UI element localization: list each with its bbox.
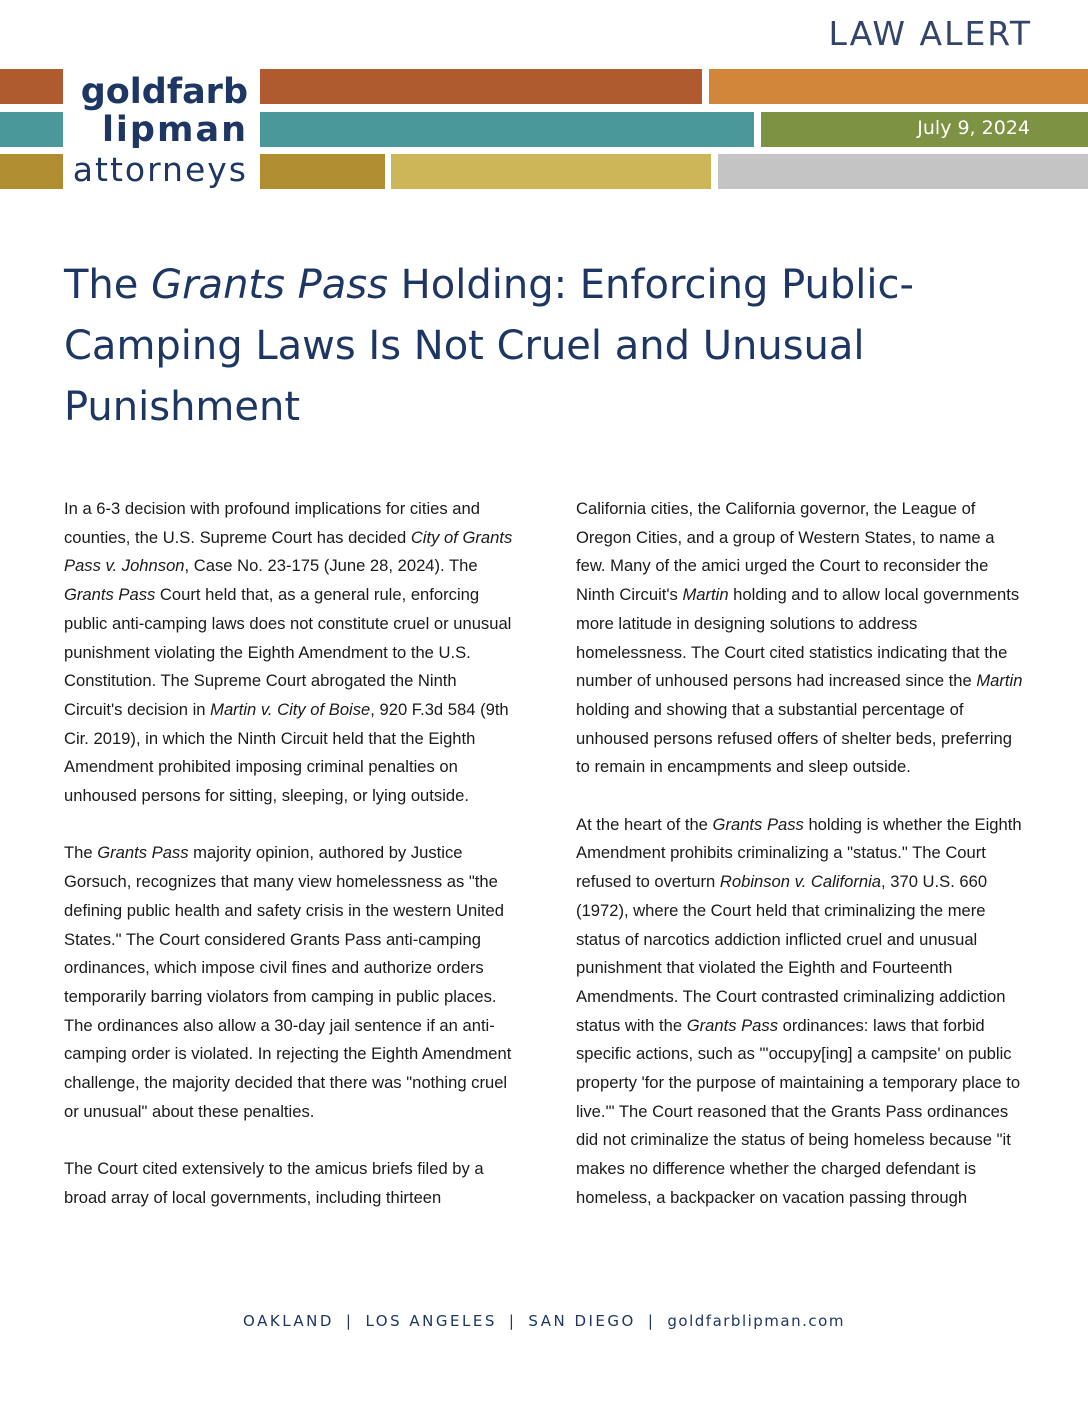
color-bar [718,154,1088,189]
body-column-left [64,495,514,1241]
paragraph: The Grants Pass majority opinion, authored by Justice Gorsuch, recognizes that many view homelessness as "the defining public health and safety crisis in the western United States." The Court considered Grants Pass anti-camping ordinances, which impose civil fines and authorize orders temporarily barring violators from camping in public places. The ordinances also allow a 30-day jail sentence if an anti-camping order is violated. In rejecting the Eighth Amendment challenge, the majority decided that there was "nothing cruel or unusual" about these penalties. [64,843,512,1121]
paragraph: The Court cited extensively to the amicus briefs filed by a broad array of local governments, including thirteen [64,1159,484,1207]
publication-date: July 9, 2024 [917,117,1030,139]
title-case-name: Grants Pass [151,262,388,308]
paragraph: California cities, the California governor, the League of Oregon Cities, and a group of Western States, to name a few. Many of the amici urged the Court to reconsider the Ninth Circuit's Martin holding and to allow local governments more latitude in designing solutions to address homelessness. The Court cited statistics indicating that the number of unhoused persons had increased since the Martin holding and showing that a substantial percentage of unhoused persons refused offers of shelter beds, preferring to remain in encampments and sleep outside. [576,499,1023,777]
paragraph: At the heart of the Grants Pass holding is whether the Eighth Amendment prohibits criminalizing a "status." The Court refused to overturn Robinson v. California, 370 U.S. 660 (1972), where the Court held that criminalizing the mere status of narcotics addiction inflicted cruel and unusual punishment that violated the Eighth and Fourteenth Amendments. The Court contrasted criminalizing addiction status with the Grants Pass ordinances: laws that forbid specific actions, such as "'occupy[ing] a campsite' on public property 'for the purpose of maintaining a temporary place to live.'" The Court reasoned that the Grants Pass ordinances did not criminalize the status of being homeless because "it makes no difference whether the charged defendant is homeless, a backpacker on vacation passing through [576,814,1022,1207]
color-bar [0,69,63,104]
footer-separator: | [345,1312,354,1330]
body-column-right [576,495,1026,1241]
color-bar [260,112,754,147]
footer-separator: | [508,1312,517,1330]
color-bar [260,69,702,104]
color-bar [391,154,711,189]
article-title: The Grants Pass Holding: Enforcing Public- Camping Laws Is Not Cruel and Unusual Punishment [64,262,914,430]
footer-separator: | [647,1312,656,1330]
footer-location-los-angeles: LOS ANGELES [365,1312,497,1330]
footer-location-oakland: OAKLAND [243,1312,334,1330]
footer-location-san-diego: SAN DIEGO [528,1312,636,1330]
document-type-label: LAW ALERT [828,14,1032,53]
logo-word-goldfarb: goldfarb [80,72,248,112]
logo-word-attorneys: attorneys [72,150,248,189]
color-bar [709,69,1088,104]
footer [0,1312,1088,1330]
paragraph: In a 6-3 decision with profound implications for cities and counties, the U.S. Supreme Court has decided City of Grants Pass v. Johnson, Case No. 23-175 (June 28, 2024). The Grants Pass Court held that, as a general rule, enforcing public anti-camping laws does not constitute cruel or unusual punishment violating the Eighth Amendment to the U.S. Constitution. The Supreme Court abrogated the Ninth Circuit's decision in Martin v. City of Boise, 920 F.3d 584 (9th Cir. 2019), in which the Ninth Circuit held that the Eighth Amendment prohibited imposing criminal penalties on unhoused persons for sitting, sleeping, or lying outside. [64,499,513,806]
color-bar [260,154,385,189]
footer-website-link[interactable]: goldfarblipman.com [667,1312,845,1330]
logo-word-lipman: lipman [101,110,248,150]
color-bar [0,154,63,189]
color-bar [0,112,63,147]
